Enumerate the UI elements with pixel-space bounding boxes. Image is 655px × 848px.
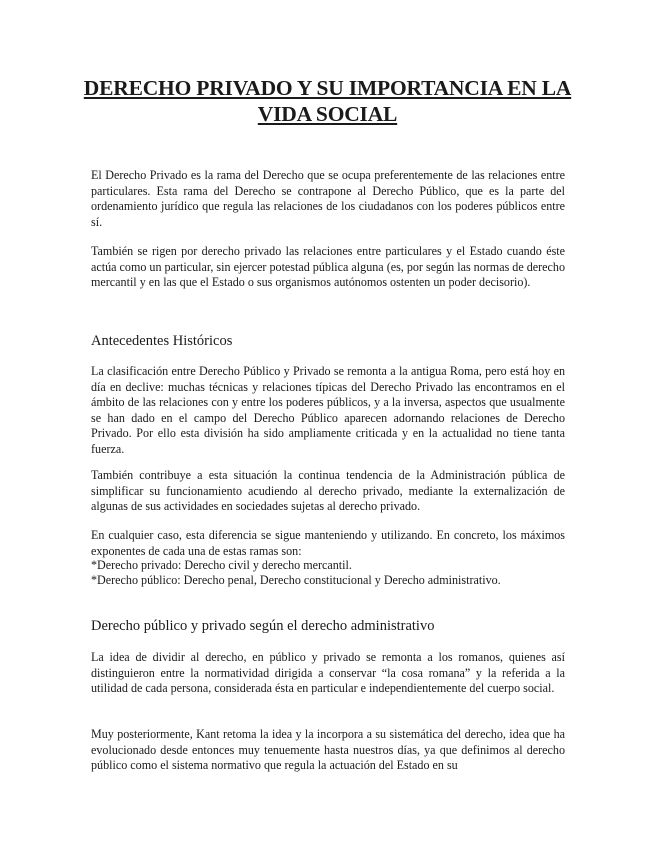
list-item: *Derecho privado: Derecho civil y derecho mercantil. xyxy=(91,558,352,572)
page-title: DERECHO PRIVADO Y SU IMPORTANCIA EN LA VIDA SOCIAL xyxy=(83,76,572,126)
administrativo-paragraph-1: La idea de dividir al derecho, en público y privado se remonta a los romanos, quienes así distinguieron entre la normatividad dirigida a conservar “la cosa romana” y la referida a la utilidad de cada persona, considerada ésta en particular e independientemente del cuerpo social. xyxy=(91,650,565,696)
antecedentes-paragraph-2: También contribuye a esta situación la continua tendencia de la Administración pública de simplificar su funcionamiento acudiendo al derecho privado, mediante la externalización de algunas de sus actividades en sociedades sujetas al derecho privado. xyxy=(91,468,565,514)
intro-paragraph-2: También se rigen por derecho privado las relaciones entre particulares y el Estado cuando éste actúa como un particular, sin ejercer potestad pública alguna (es, por según las normas de derecho mercantil y en las que el Estado o sus organismos autónomos ostenten un poder decisorio). xyxy=(91,244,566,290)
antecedentes-paragraph-3: En cualquier caso, esta diferencia se sigue manteniendo y utilizando. En concreto, los máximos exponentes de cada una de estas ramas son: xyxy=(91,528,565,558)
list-item: *Derecho público: Derecho penal, Derecho constitucional y Derecho administrativo. xyxy=(91,573,501,587)
section-heading-administrativo: Derecho público y privado según el derecho administrativo xyxy=(91,618,435,634)
antecedentes-paragraph-1: La clasificación entre Derecho Público y Privado se remonta a la antigua Roma, pero está hoy en día en declive: muchas técnicas y relaciones típicas del Derecho Privado las encontramos en el ámbito de las relaciones con y entre los poderes públicos, y a la inversa, aspectos que usualmente se han dado en el campo del Derecho Público aparecen adornando relaciones de Derecho Privado. Por ello esta división ha sido ampliamente criticada y en la actualidad no tiene tanta fuerza. xyxy=(91,364,565,456)
intro-paragraph-1: El Derecho Privado es la rama del Derecho que se ocupa preferentemente de las relaciones entre particulares. Esta rama del Derecho se contrapone al Derecho Público, que es la parte del ordenamiento jurídico que regula las relaciones de los ciudadanos con los poderes públicos entre sí. xyxy=(91,168,565,229)
section-heading-antecedentes: Antecedentes Históricos xyxy=(91,333,233,349)
administrativo-paragraph-2: Muy posteriormente, Kant retoma la idea y la incorpora a su sistemática del derecho, idea que ha evolucionado desde entonces muy tenuemente hasta nuestros días, ya que definimos al derecho público como el sistema normativo que regula la actuación del Estado en su xyxy=(91,727,565,773)
